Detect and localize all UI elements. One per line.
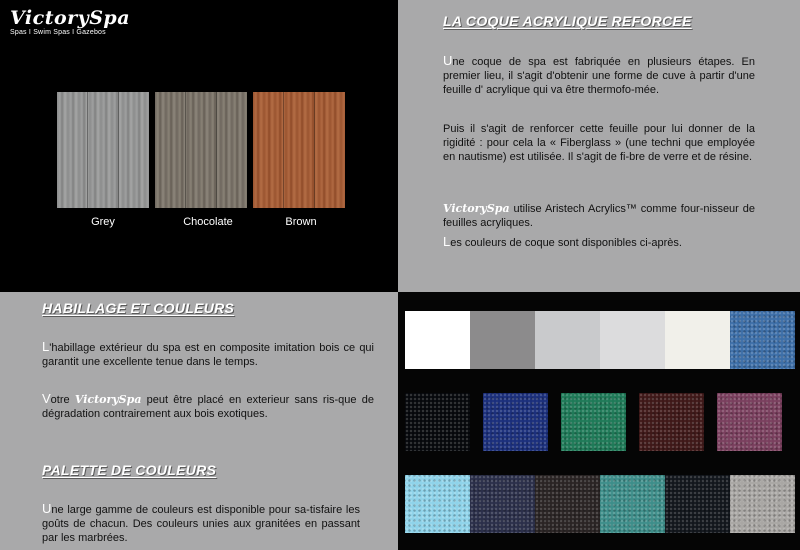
coque-paragraph-4: Les couleurs de coque sont disponibles ci-après. — [443, 234, 682, 249]
wood-swatch-grey[interactable] — [57, 92, 149, 208]
color-swatch[interactable] — [405, 393, 470, 451]
brand-inline: VictorySpa — [443, 202, 510, 215]
color-swatch[interactable] — [730, 311, 795, 369]
color-swatch[interactable] — [600, 475, 665, 533]
palette-paragraph: Une large gamme de couleurs est disponible pour sa-tisfaire les goûts de chacun. Des couleurs unies aux granitées en passant par les marbrées. — [42, 501, 360, 544]
coque-panel — [398, 0, 800, 292]
habillage-title: HABILLAGE ET COULEURS — [42, 300, 235, 316]
wood-label-grey: Grey — [91, 216, 115, 228]
logo-tagline: Spas I Swim Spas I Gazebos — [10, 29, 106, 36]
logo-name: VictorySpa — [10, 7, 131, 29]
brand-inline: VictorySpa — [74, 393, 142, 406]
color-swatch[interactable] — [730, 475, 795, 533]
color-swatch[interactable] — [535, 311, 600, 369]
habillage-panel — [0, 292, 398, 550]
color-swatch[interactable] — [535, 475, 600, 533]
cladding-panel — [0, 0, 398, 292]
wood-swatch-chocolate[interactable] — [155, 92, 247, 208]
color-swatch[interactable] — [470, 475, 535, 533]
habillage-paragraph-2: Votre VictorySpa peut être placé en exterieur sans ris-que de dégradation contrairement aux bois exotiques. — [42, 391, 374, 420]
color-swatch[interactable] — [600, 311, 665, 369]
coque-paragraph-2: Puis il s'agit de renforcer cette feuille pour lui donner de la rigidité : pour cela la « Fiberglass » (une techni que employée en nautisme) est utilisée. Il s'agit de fi-bre de verre et de résine. — [443, 123, 755, 163]
color-swatch[interactable] — [639, 393, 704, 451]
habillage-paragraph-1: L'habillage extérieur du spa est en composite imitation bois ce qui garantit une excellente tenue dans le temps. — [42, 339, 374, 368]
color-swatch[interactable] — [405, 311, 470, 369]
wood-swatch-brown[interactable] — [253, 92, 345, 208]
color-swatch[interactable] — [717, 393, 782, 451]
palette-title: PALETTE DE COULEURS — [42, 462, 217, 478]
palette-swatches-panel — [398, 292, 800, 550]
color-swatch[interactable] — [405, 475, 470, 533]
coque-title: LA COQUE ACRYLIQUE REFORCEE — [443, 13, 692, 29]
color-swatch[interactable] — [561, 393, 626, 451]
coque-paragraph-3: VictorySpa utilise Aristech Acrylics™ comme four-nisseur de feuilles acryliques. — [443, 202, 755, 229]
color-swatch[interactable] — [665, 475, 730, 533]
color-swatch[interactable] — [665, 311, 730, 369]
wood-label-chocolate: Chocolate — [183, 216, 233, 228]
color-swatch[interactable] — [483, 393, 548, 451]
wood-label-brown: Brown — [285, 216, 317, 228]
logo[interactable] — [10, 7, 130, 36]
coque-paragraph-1: Une coque de spa est fabriquée en plusieurs étapes. En premier lieu, il s'agit d'obtenir une forme de cuve à partir d'une feuille d' acrylique qui va être thermofo-mée. — [443, 53, 755, 96]
color-swatch[interactable] — [470, 311, 535, 369]
